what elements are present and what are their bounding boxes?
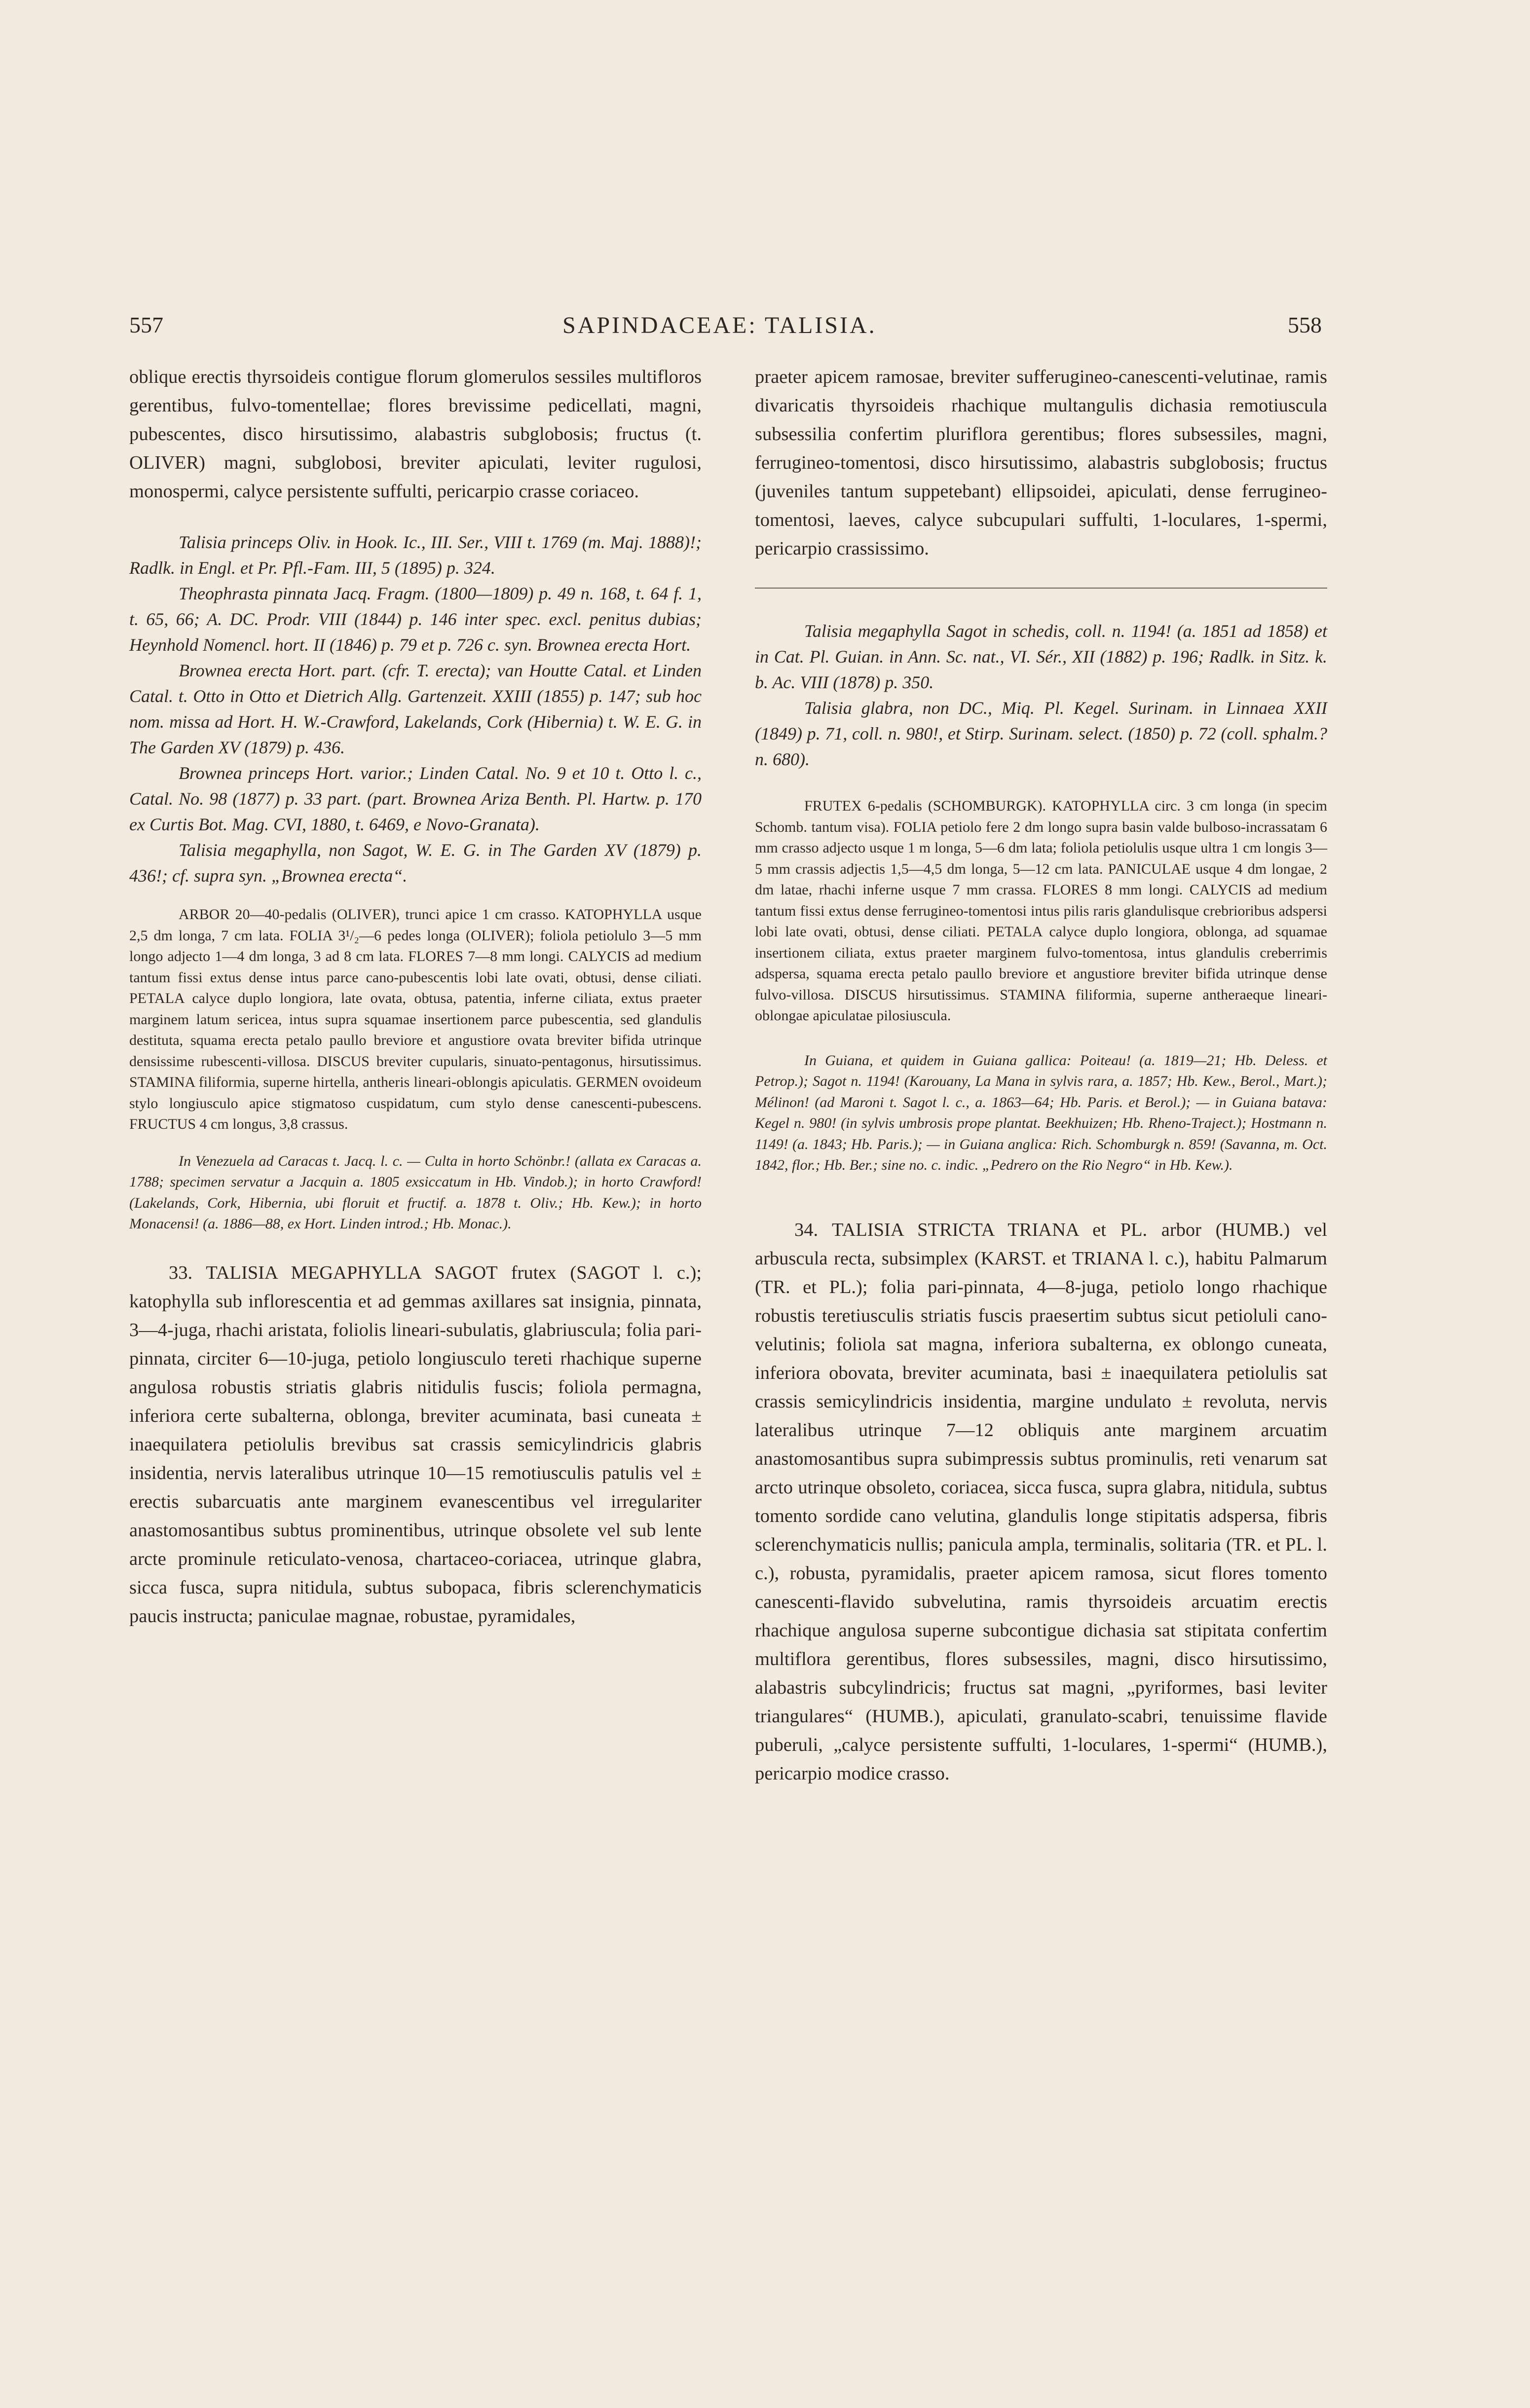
right-distribution: In Guiana, et quidem in Guiana gallica: Poiteau! (a. 1819—21; Hb. Deless. et Petrop.); Sagot n. 1194! (Karouany, La Mana in sylvis rara, a. 1857; Hb. Kew., Berol., Mart.); Mélinon! (ad Maroni t. Sagot l. c., a. 1863—64; Hb. Paris. et Berol.); — in Guiana batava: Kegel n. 980! (in sylvis umbrosis prope plantat. Beekhuizen; Hb. Rheno-Traject.); Hostmann n. 1149! (a. 1843; Hb. Paris.); — in Guiana anglica: Rich. Schomburgk n. 859! (Savanna, m. Oct. 1842, flor.; Hb. Ber.; sine no. c. indic. „Pedrero on the Rio Negro“ in Hb. Kew.). — [755, 1052, 1327, 1173]
running-head: SAPINDACEAE: TALISIA. — [562, 312, 877, 338]
page-number-left: 557 — [129, 312, 163, 337]
right-column — [755, 363, 1327, 1788]
left-synonym-2: Theophrasta pinnata Jacq. Fragm. (1800—1809) p. 49 n. 168, t. 64 f. 1, t. 65, 66; A. DC. Prodr. VIII (1844) p. 146 inter spec. excl. penitus dubias; Heynhold Nomencl. hort. II (1846) p. 79 et p. 726 c. syn. Brownea erecta Hort. — [129, 584, 702, 655]
divider-rule — [755, 588, 1327, 589]
left-synonym-1: Talisia princeps Oliv. in Hook. Ic., III. Ser., VIII t. 1769 (m. Maj. 1888)!; Radlk. in Engl. et Pr. Pfl.-Fam. III, 5 (1895) p. 324. — [129, 532, 702, 578]
left-synonym-4: Brownea princeps Hort. varior.; Linden Catal. No. 9 et 10 t. Otto l. c., Catal. No. 98 (1877) p. 33 part. (part. Brownea Ariza Benth. Pl. Hartw. p. 170 ex Curtis Bot. Mag. CVI, 1880, t. 6469, e Novo-Granata). — [129, 763, 702, 834]
left-description-detail: ARBOR 20—40-pedalis (OLIVER), trunci apice 1 cm crasso. KATOPHYLLA usque 2,5 dm longa, 7 cm lata. FOLIA 3¹/₂—6 pedes longa (OLIVER); foliola petiolulo 3—5 mm longo adjecto 1—4 dm longa, 3 ad 8 cm lata. FLORES 7—8 mm longi. CALYCIS ad medium tantum fissi extus dense intus parce cano-pubescentis lobi late ovati, obtusi, dense ciliati. PETALA calyce duplo longiora, late ovata, obtusa, patentia, inferne ciliata, extus praeter marginem latum sericea, intus supra squamae insertionem parce pubescentia, sed glandulis destituta, squama erecta petalo paullo breviore et angustiore ovata breviter bifida utrinque densissime rubescenti-villosa. DISCUS breviter cupularis, sinuato-pentagonus, hirsutissimus. STAMINA filiformia, superne hirtella, antheris lineari-oblongis apiculatis. GERMEN ovoideum stylo longiusculo apice stigmatoso cuspidatum, cum stylo dense canescenti-pubescens. FRUCTUS 4 cm longus, 3,8 crassus. — [129, 906, 702, 1132]
left-column — [129, 363, 702, 1630]
species-34-description: 34. TALISIA STRICTA TRIANA et PL. arbor (HUMB.) vel arbuscula recta, subsimplex (KARST. et TRIANA l. c.), habitu Palmarum (TR. et PL.); folia pari-pinnata, 4—8-juga, petiolo longo rhachique robustis teretiusculis striatis fuscis praesertim subtus sicut petioluli cano-velutinis; foliola sat magna, inferiora subalterna, ex oblongo cuneata, inferiora obovata, breviter acuminata, basi ± inaequilatera petiolulis sat crassis semicylindricis insidentia, margine undulato ± revoluta, nervis lateralibus utrinque 7—12 obliquis ante marginem arcuatim anastomosantibus supra subimpressis subtus prominulis, reti venarum sat arcto utrinque obsoleto, coriacea, sicca fusca, supra glabra, nitidula, subtus tomento sordide cano velutina, glandulis longe stipitatis adspersa, fibris sclerenchymaticis nullis; panicula ampla, terminalis, solitaria (TR. et PL. l. c.), robusta, pyramidalis, praeter apicem ramosa, sicut flores tomento canescenti-flavido subvelutina, ramis thyrsoideis arcuatim erectis rhachique angulosa superne subcontigue dichasia sat stipitata confertim multiflora gerentibus, flores subsessiles, magni, disco hirsutissimo, alabastris subcylindricis; fructus sat magni, „pyriformes, basi leviter triangulares“ (HUMB.), apiculati, granulato-scabri, tenuissime flavide puberuli, „calyce persistente suffulti, 1-loculares, 1-spermi“ (HUMB.), pericarpio modice crasso. — [755, 1219, 1327, 1784]
right-synonym-1: Talisia megaphylla Sagot in schedis, coll. n. 1194! (a. 1851 ad 1858) et in Cat. Pl. Guian. in Ann. Sc. nat., VI. Sér., XII (1882) p. 196; Radlk. in Sitz. k. b. Ac. VIII (1878) p. 350. — [755, 621, 1327, 692]
page-number-right: 558 — [1288, 312, 1322, 337]
left-distribution: In Venezuela ad Caracas t. Jacq. l. c. — Culta in horto Schönbr.! (allata ex Caracas a. 1788; specimen servatur a Jacquin a. 1805 exsiccatum in Hb. Vindob.); in horto Crawford! (Lakelands, Cork, Hibernia, ubi floruit et fructif. a. 1878 t. Oliv.; Hb. Kew.); in horto Monacensi! (a. 1886—88, ex Hort. Linden introd.; Hb. Monac.). — [129, 1152, 702, 1232]
left-synonym-5: Talisia megaphylla, non Sagot, W. E. G. in The Garden XV (1879) p. 436!; cf. supra syn. „Brownea erecta“. — [129, 840, 702, 886]
species-33-description: 33. TALISIA MEGAPHYLLA SAGOT frutex (SAGOT l. c.); katophylla sub inflorescentia et ad gemmas axillares sat insignia, pinnata, 3—4-juga, rhachi aristata, foliolis lineari-subulatis, glabriuscula; folia pari-pinnata, circiter 6—10-juga, petiolo longiusculo tereti rhachique superne angulosa robustis striatis glabris nitidulis fuscis; foliola permagna, inferiora certe subalterna, oblonga, breviter acuminata, basi cuneata ± inaequilatera petiolulis brevibus sat crassis semicylindricis glabris insidentia, nervis lateralibus utrinque 10—15 remotiusculis patulis vel ± erectis subarcuatis ante marginem evanescentibus vel irregulariter anastomosantibus subtus prominentibus, utrinque obsolete vel sub lente arcte prominule reticulato-venosa, chartaceo-coriacea, utrinque glabra, sicca fusca, supra nitidula, subtus subopaca, fibris sclerenchymaticis paucis instructa; paniculae magnae, robustae, pyramidales, — [129, 1262, 702, 1627]
left-synonym-3: Brownea erecta Hort. part. (cfr. T. erecta); van Houtte Catal. et Linden Catal. t. Otto in Otto et Dietrich Allg. Gartenzeit. XXIII (1855) p. 147; sub hoc nom. missa ad Hort. H. W.-Crawford, Lakelands, Cork (Hibernia) t. W. E. G. in The Garden XV (1879) p. 436. — [129, 661, 702, 757]
right-description-detail: FRUTEX 6-pedalis (SCHOMBURGK). KATOPHYLLA circ. 3 cm longa (in specim Schomb. tantum visa). FOLIA petiolo fere 2 dm longo supra basin valde bulboso-incrassatam 6 mm crasso adjecto usque 1 m longa, 5—6 dm lata; foliola petiolulis usque ultra 1 cm longis 3—5 mm crassis adjectis 1,5—4,5 dm longa, 5—12 cm lata. PANICULAE usque 4 dm longae, 2 dm latae, rhachi inferne usque 7 mm crassa. FLORES 8 mm longi. CALYCIS ad medium tantum fissi extus dense ferrugineo-tomentosi intus pilis raris glandulisque crebrioribus adspersi lobi late ovati, obtusi, dense ciliati. PETALA calyce duplo longiora, oblonga, ad squamae insertionem ciliata, extus praeter marginem fulvo-tomentosa, intus glandulis creberrimis adspersa, squama erecta petalo paullo breviore et angustiore breviter bifida utrinque dense fulvo-villosa. DISCUS hirsutissimus. STAMINA filiformia, superne antheraeque lineari-oblongae apiculatae pilosiuscula. — [755, 798, 1327, 1024]
right-synonym-2: Talisia glabra, non DC., Miq. Pl. Kegel. Surinam. in Linnaea XXII (1849) p. 71, coll. n. 980!, et Stirp. Surinam. select. (1850) p. 72 (coll. sphalm.? n. 680). — [755, 698, 1327, 769]
right-description-continued: praeter apicem ramosae, breviter sufferugineo-canescenti-velutinae, ramis divaricatis thyrsoideis rhachique multangulis dichasia remotiuscula subsessilia confertim pluriflora gerentibus; flores subsessiles, magni, ferrugineo-tomentosi, disco hirsutissimo, alabastris subglobosis; fructus (juveniles tantum suppetebant) ellipsoidei, apiculati, dense ferrugineo-tomentosi, laeves, calyce subcupulari suffulti, 1-loculares, 1-spermi, pericarpio crassissimo. — [755, 367, 1327, 559]
left-description-continued: oblique erectis thyrsoideis contigue florum glomerulos sessiles multifloros gerentibus, fulvo-tomentellae; flores brevissime pedicellati, magni, pubescentes, disco hirsutissimo, alabastris subglobosis; fructus (t. OLIVER) magni, subglobosi, breviter apiculati, leviter rugulosi, monospermi, calyce persistente suffulti, pericarpio crasse coriaceo. — [129, 367, 702, 502]
